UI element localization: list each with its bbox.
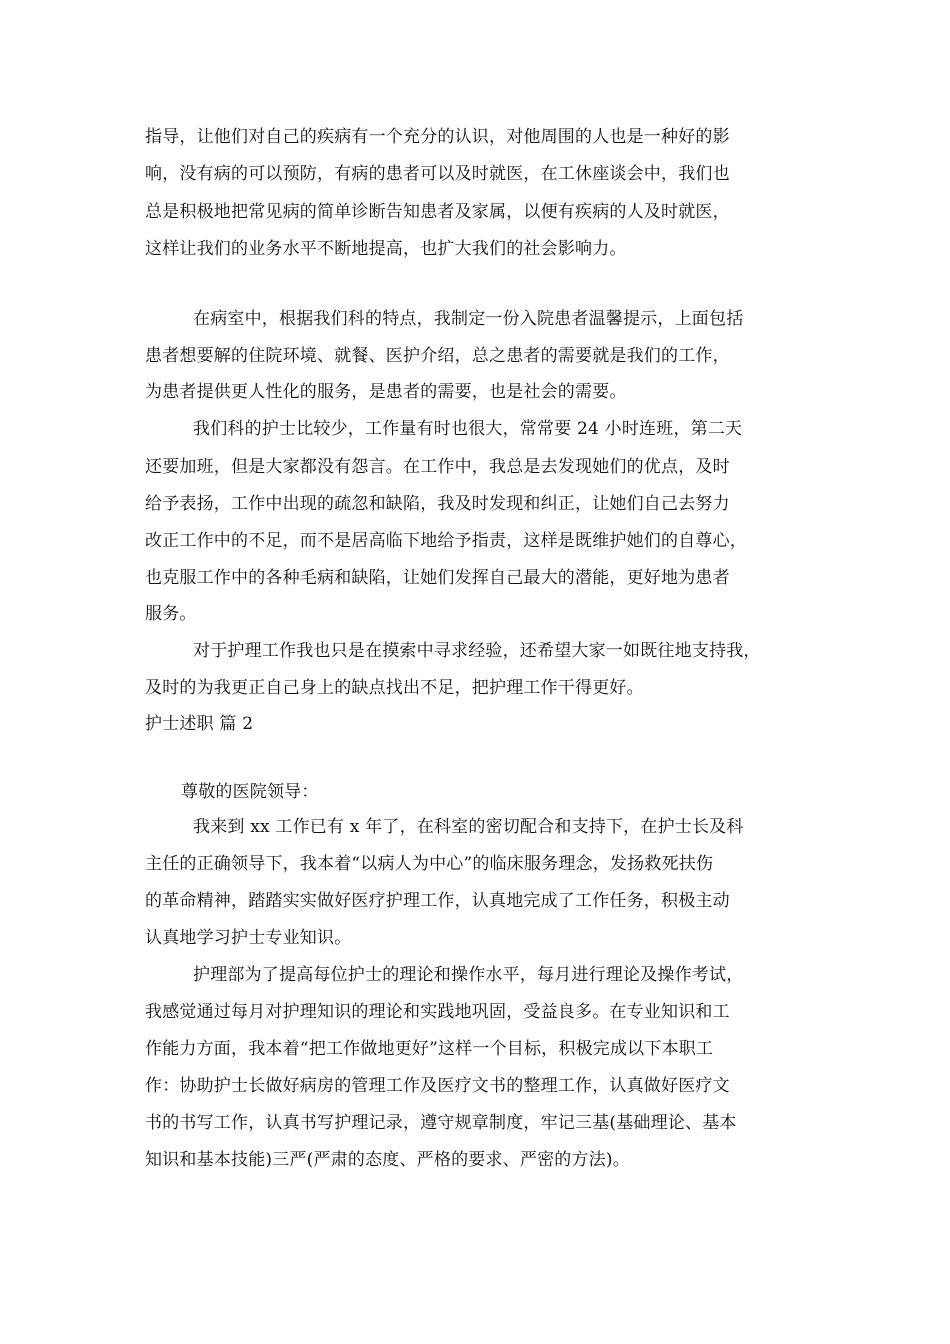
text-line: 响，没有病的可以预防，有病的患者可以及时就医，在工休座谈会中，我们也 [145, 164, 730, 184]
text-line: 及时的为我更正自己身上的缺点找出不足，把护理工作干得更好。 [145, 678, 644, 698]
text-line: 患者想要解的住院环境、就餐、医护介绍，总之患者的需要就是我们的工作， [145, 346, 730, 366]
text-line: 知识和基本技能)三严(严肃的态度、严格的要求、严密的方法)。 [145, 1150, 630, 1170]
text-line: 还要加班，但是大家都没有怨言。在工作中，我总是去发现她们的优点，及时 [145, 457, 730, 477]
text-line: 主任的正确领导下，我本着“以病人为中心”的临床服务理念，发扬救死扶伤 [145, 854, 714, 874]
text-line: 作能力方面，我本着“把工作做地更好”这样一个目标，积极完成以下本职工 [145, 1039, 714, 1059]
text-line: 服务。 [145, 604, 197, 624]
text-line: 这样让我们的业务水平不断地提高，也扩大我们的社会影响力。 [145, 239, 627, 259]
paragraph-first-line: 护理部为了提高每位护士的理论和操作水平，每月进行理论及操作考试， [193, 965, 744, 985]
text-line: 总是积极地把常见病的简单诊断告知患者及家属，以便有疾病的人及时就医， [145, 202, 730, 222]
paragraph-first-line: 我来到 xx 工作已有 x 年了，在科室的密切配合和支持下，在护士长及科 [193, 817, 744, 837]
paragraph-first-line: 我们科的护士比较少，工作量有时也很大，常常要 24 小时连班，第二天 [193, 419, 743, 439]
salutation: 尊敬的医院领导： [181, 782, 319, 802]
text-line: 的革命精神，踏踏实实做好医疗护理工作，认真地完成了工作任务，积极主动 [145, 891, 730, 911]
paragraph-first-line: 对于护理工作我也只是在摸索中寻求经验，还希望大家一如既往地支持我， [193, 641, 761, 661]
text-line: 为患者提供更人性化的服务，是患者的需要，也是社会的需要。 [145, 382, 627, 402]
text-line: 书的书写工作，认真书写护理记录，遵守规章制度，牢记三基(基础理论、基本 [145, 1113, 737, 1133]
text-line: 作：协助护士长做好病房的管理工作及医疗文书的整理工作，认真做好医疗文 [145, 1076, 730, 1096]
text-line: 指导，让他们对自己的疾病有一个充分的认识，对他周围的人也是一种好的影 [145, 127, 730, 147]
section-heading: 护士述职 篇 2 [145, 714, 254, 734]
text-line: 给予表扬，工作中出现的疏忽和缺陷，我及时发现和纠正，让她们自己去努力 [145, 494, 730, 514]
text-line: 认真地学习护士专业知识。 [145, 928, 352, 948]
text-line: 也克服工作中的各种毛病和缺陷，让她们发挥自己最大的潜能，更好地为患者 [145, 568, 730, 588]
paragraph-first-line: 在病室中，根据我们科的特点，我制定一份入院患者温馨提示，上面包括 [193, 309, 744, 329]
text-line: 我感觉通过每月对护理知识的理论和实践地巩固，受益良多。在专业知识和工 [145, 1002, 730, 1022]
text-line: 改正工作中的不足，而不是居高临下地给予指责，这样是既维护她们的自尊心， [145, 531, 747, 551]
